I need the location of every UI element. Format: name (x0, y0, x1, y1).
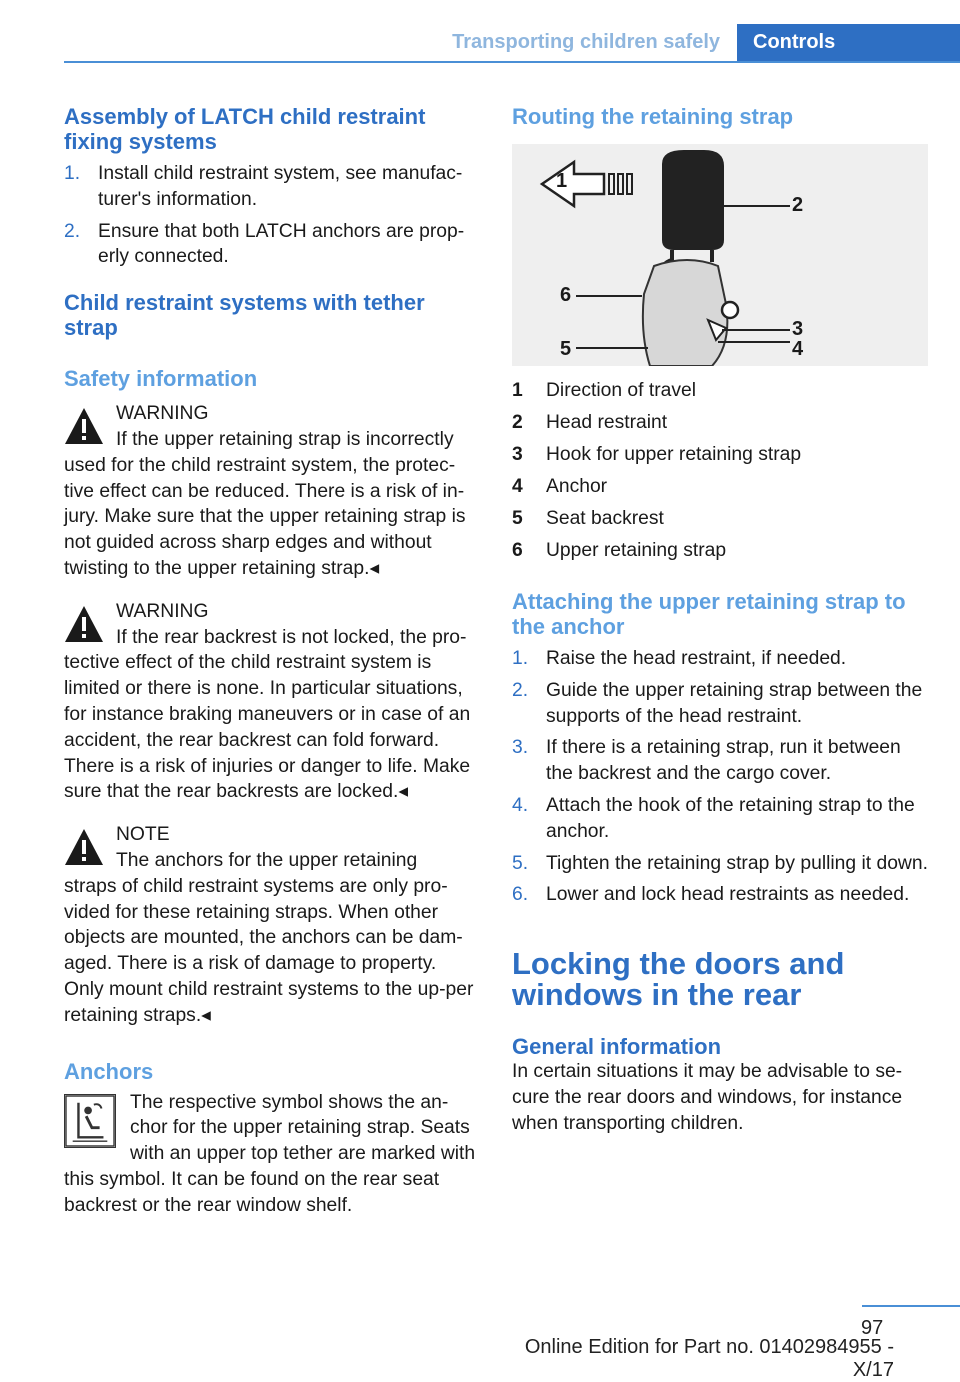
list-item: 3. If there is a retaining strap, run it between the backrest and the cargo cover. (512, 737, 901, 785)
callout-2: 2 (792, 194, 804, 216)
warning-block (64, 598, 480, 805)
warning-text: tective effect of the child restraint system is limited or there is none. In particular situations, for instance braking maneuvers or in case of an accident, the rear backrest can fold forward. There is a risk of injuries or danger to life. Make sure that the rear backrests are locked.◂ (64, 652, 471, 803)
edition-note: Online Edition for Part no. 01402984955 - X/17 (524, 1336, 894, 1381)
table-row: 6 Upper retaining strap (512, 540, 727, 561)
right-column (512, 104, 928, 1137)
list-item: 1. Install child restraint system, see manufac‐turer's information. (64, 163, 463, 210)
footer-rule (862, 1305, 960, 1307)
list-item: 5. Tighten the retaining strap by pulling it down. (512, 852, 928, 874)
warning-text-first: If the upper retaining strap is incorrectly (116, 428, 454, 450)
list-item: 1. Raise the head restraint, if needed. (512, 648, 847, 669)
anchors-block (64, 1090, 480, 1219)
warning-triangle-icon (64, 827, 104, 867)
attach-steps (512, 646, 928, 908)
routing-heading: Routing the retaining strap (512, 104, 794, 129)
running-header-section: Transporting children safely (452, 31, 720, 53)
left-column (64, 104, 480, 1219)
note-label: NOTE (116, 824, 170, 846)
callout-5: 5 (560, 338, 572, 360)
anchors-heading: Anchors (64, 1058, 154, 1084)
table-row: 1 Direction of travel (512, 380, 697, 401)
table-row: 2 Head restraint (512, 412, 668, 433)
anchors-text: The respective symbol shows the an‐chor for the upper retaining strap. Seats with an upper top tether are marked with this symbol. It can be found on the rear seat backrest or the rear window shelf. (64, 1091, 476, 1216)
warning-triangle-icon (64, 406, 104, 446)
figure-legend (512, 375, 801, 567)
running-header-tab (737, 24, 960, 62)
warning-label: WARNING (116, 600, 209, 622)
table-row: 5 Seat backrest (512, 508, 664, 529)
tether-heading: Child restraint systems with tether strap (64, 290, 425, 341)
list-item: 6. Lower and lock head restraints as needed. (512, 884, 910, 906)
callout-4: 4 (792, 338, 804, 360)
routing-illustration (512, 144, 928, 366)
list-item: 2. Guide the upper retaining strap between the supports of the head restraint. (512, 679, 923, 727)
table-row: 3 Hook for upper retaining strap (512, 444, 802, 465)
callout-3: 3 (792, 318, 804, 340)
head-restraint-diagram (512, 144, 928, 366)
running-header-tab-label: Controls (753, 31, 836, 53)
general-heading: General information (512, 1034, 722, 1060)
warning-text-first: If the rear backrest is not locked, the pro‐ (116, 626, 467, 648)
safety-heading: Safety information (64, 366, 258, 392)
assembly-heading: Assembly of LATCH child restraint fixing systems (64, 104, 426, 154)
child-seat-anchor-icon (64, 1094, 116, 1148)
general-text: In certain situations it may be advisable to se‐cure the rear doors and windows, for instance when transporting children. (512, 1061, 903, 1134)
note-text-first: The anchors for the upper retaining (116, 849, 418, 871)
note-block (64, 821, 480, 1028)
table-row: 4 Anchor (512, 476, 608, 497)
warning-text: used for the child restraint system, the protec‐tive effect can be reduced. There is a risk of in‐jury. Make sure that the upper retaining strap is not guided across sharp edges and without twisting to the upper retaining strap.◂ (64, 454, 466, 579)
attach-heading: Attaching the upper retaining strap to the anchor (512, 589, 906, 639)
warning-block (64, 400, 480, 582)
callout-1: 1 (556, 170, 568, 192)
callout-6: 6 (560, 284, 572, 306)
warning-label: WARNING (116, 403, 209, 425)
note-text: straps of child restraint systems are only pro‐vided for these retaining straps. When other objects are mounted, the anchors can be dam‐aged. There is a risk of damage to property. Only mount child restraint systems to the up‐per retaining straps.◂ (64, 875, 474, 1026)
locking-heading: Locking the doors and windows in the rear (512, 946, 845, 1013)
header-rule (64, 61, 960, 63)
warning-triangle-icon (64, 604, 104, 644)
list-item: 4. Attach the hook of the retaining strap to the anchor. (512, 794, 915, 842)
page-number: 97 (861, 1317, 884, 1339)
list-item: 2. Ensure that both LATCH anchors are prop‐erly connected. (64, 220, 465, 268)
assembly-steps (64, 161, 480, 270)
